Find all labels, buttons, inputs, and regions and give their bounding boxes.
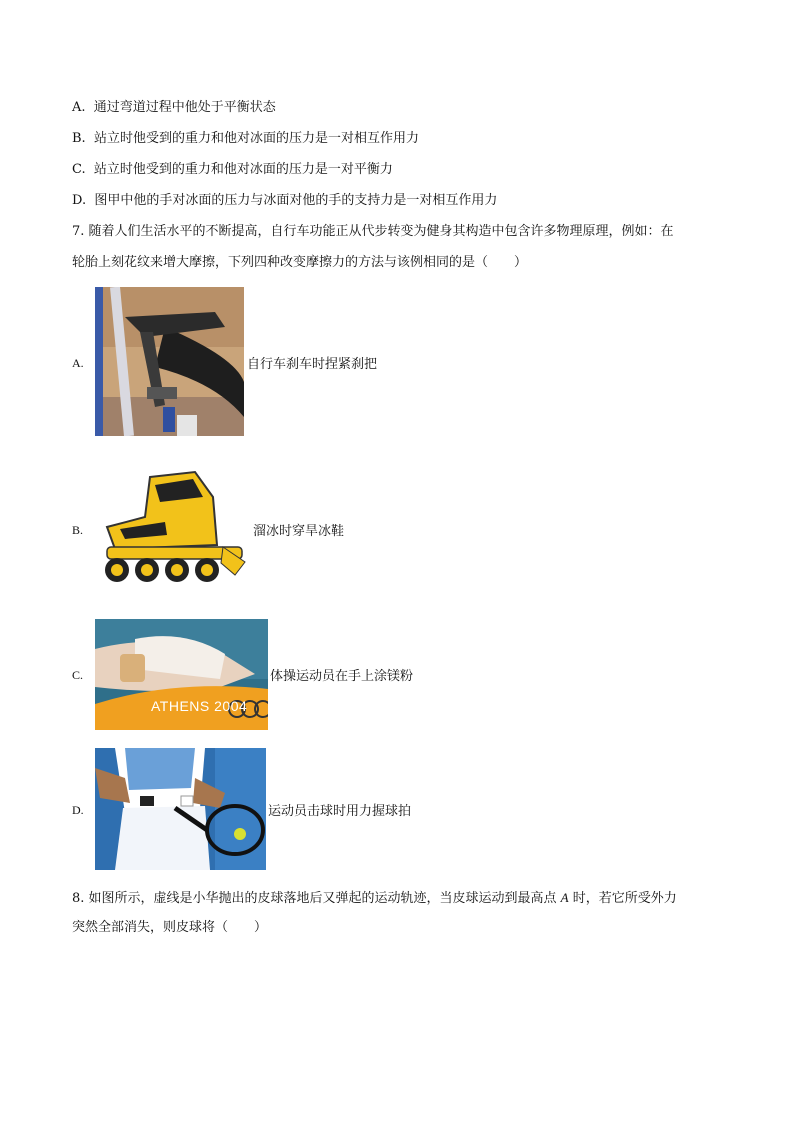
- q7-option-c-label: C.: [72, 668, 84, 682]
- q7-option-a-caption: 自行车刹车时捏紧刹把: [247, 357, 378, 372]
- q7-option-d-caption: 运动员击球时用力握球拍: [268, 804, 412, 819]
- bike-brake-image: [95, 287, 244, 436]
- q7-option-c-caption: 体操运动员在手上涂镁粉: [270, 669, 414, 684]
- roller-skate-image: [95, 467, 250, 587]
- athens-2004-text: ATHENS 2004: [151, 698, 248, 714]
- q8-stem-line1: 8. 如图所示，虚线是小华抛出的皮球落地后又弹起的运动轨迹，当皮球运动到最高点 A 时，若它所受外力: [72, 890, 677, 906]
- tennis-player-image: [95, 748, 266, 870]
- q6-option-d: D. 图甲中他的手对冰面的压力与冰面对他的手的支持力是一对相互作用力: [72, 193, 498, 208]
- point-a: A: [560, 890, 569, 905]
- q7-option-a-label: A.: [72, 356, 84, 370]
- q7-stem-line1: 7. 随着人们生活水平的不断提高，自行车功能正从代步转变为健身其构造中包含许多物理原理，例如：在: [72, 224, 674, 239]
- q6-option-a: A. 通过弯道过程中他处于平衡状态: [72, 100, 276, 115]
- q7-stem-line2: 轮胎上刻花纹来增大摩擦，下列四种改变摩擦力的方法与该例相同的是（ ）: [72, 255, 528, 270]
- q8-stem-line2: 突然全部消失，则皮球将（ ）: [72, 920, 268, 935]
- q6-option-c: C. 站立时他受到的重力和他对冰面的压力是一对平衡力: [72, 162, 393, 177]
- gymnast-chalk-image: [95, 619, 268, 730]
- q7-option-b-caption: 溜冰时穿旱冰鞋: [253, 524, 345, 539]
- q7-option-b-label: B.: [72, 523, 84, 537]
- q6-option-b: B. 站立时他受到的重力和他对冰面的压力是一对相互作用力: [72, 131, 419, 146]
- q7-option-d-label: D.: [72, 803, 84, 817]
